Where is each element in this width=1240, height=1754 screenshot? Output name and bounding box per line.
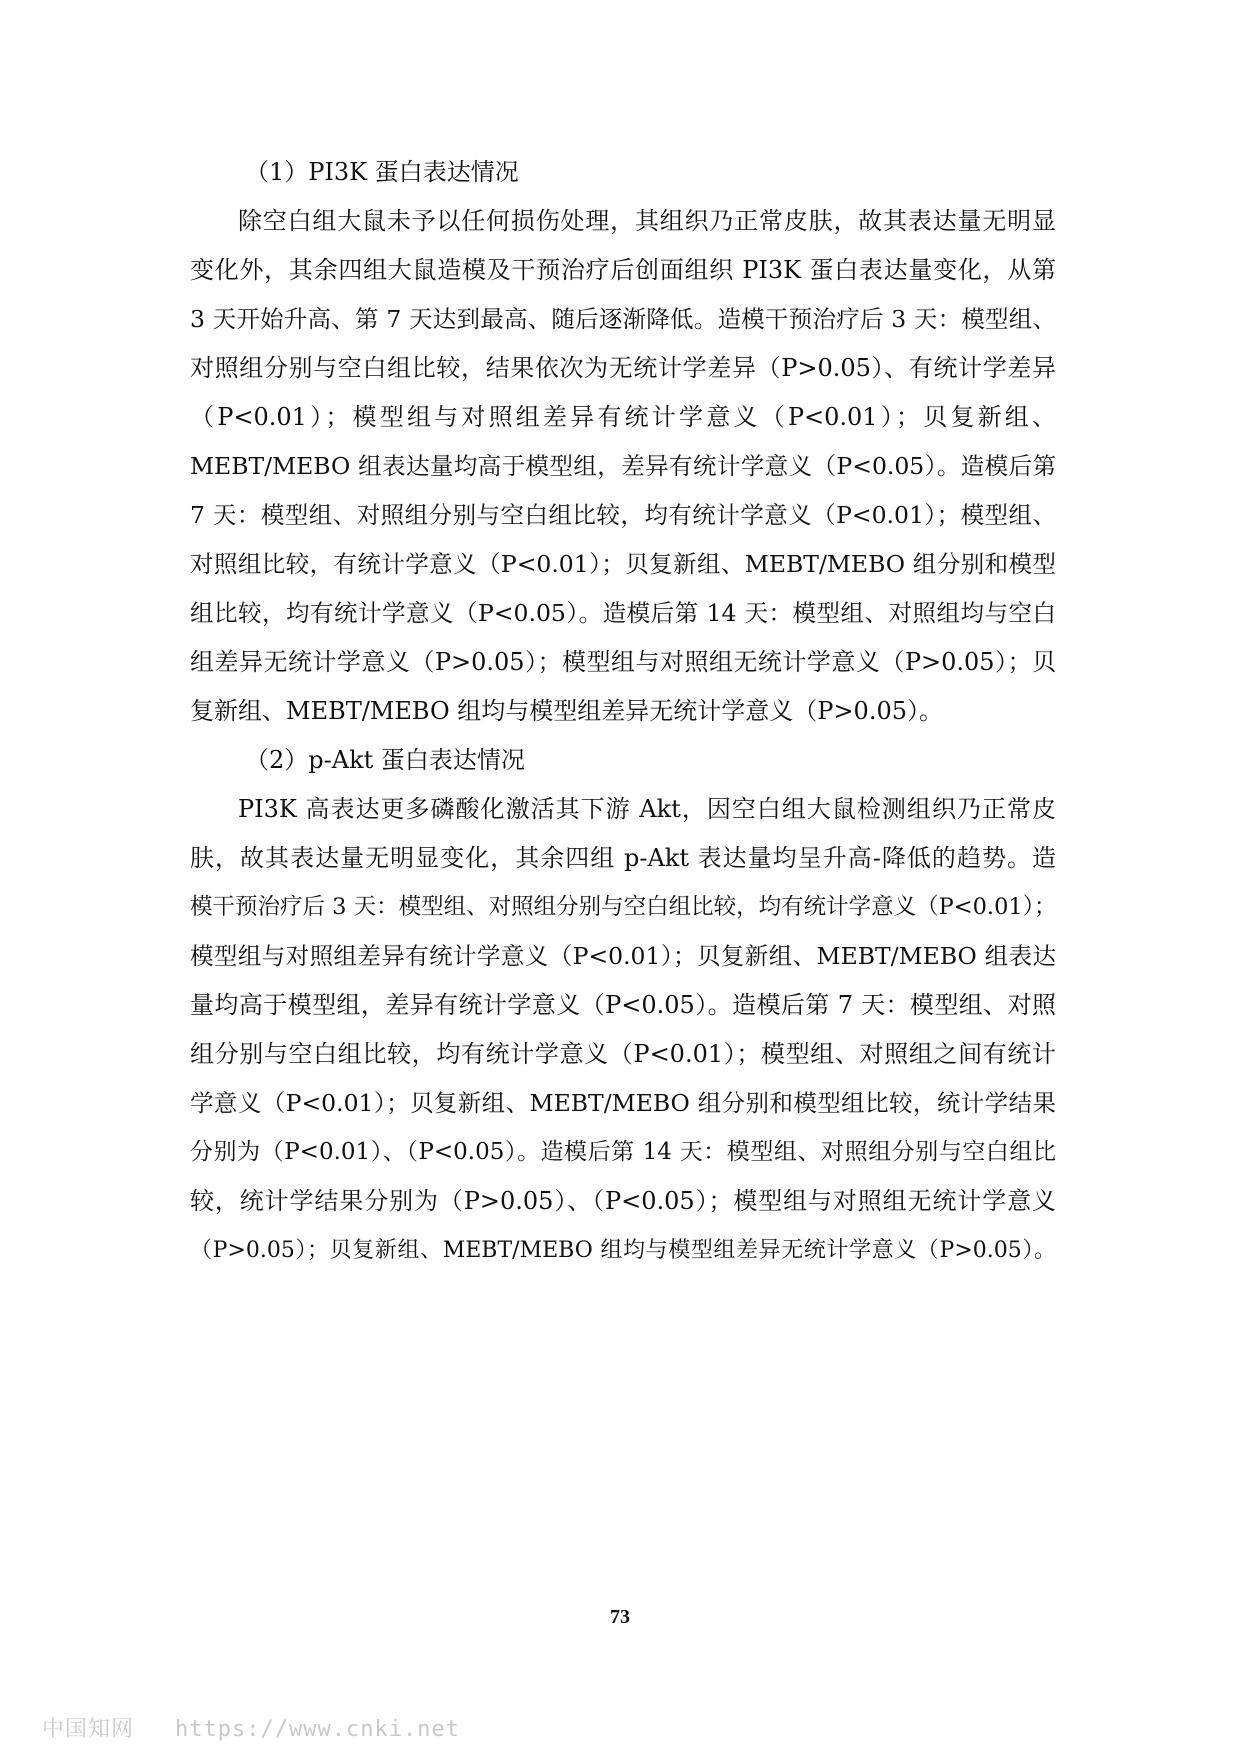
paragraph-line: 模型组与对照组差异有统计学意义（P<0.01）；贝复新组、MEBT/MEBO 组表达 — [190, 942, 1056, 970]
paragraph-line: （P<0.01）；模型组与对照组差异有统计学意义（P<0.01）；贝复新组、 — [190, 403, 1056, 431]
paragraph-line: （P>0.05）；贝复新组、MEBT/MEBO 组均与模型组差异无统计学意义（P>0.05）。 — [190, 1238, 1056, 1263]
paragraph-line: 对照组分别与空白组比较，结果依次为无统计学差异（P>0.05）、有统计学差异 — [190, 354, 1056, 382]
paragraph-line: 7 天：模型组、对照组分别与空白组比较，均有统计学意义（P<0.01）；模型组、 — [190, 501, 1056, 529]
watermark-brand: 中国知网 — [42, 1717, 135, 1742]
paragraph-line: 学意义（P<0.01）；贝复新组、MEBT/MEBO 组分别和模型组比较，统计学结果 — [190, 1089, 1056, 1117]
paragraph-line: PI3K 高表达更多磷酸化激活其下游 Akt，因空白组大鼠检测组织乃正常皮 — [238, 795, 1056, 823]
paragraph-line: 3 天开始升高、第 7 天达到最高、随后逐渐降低。造模干预治疗后 3 天：模型组、 — [190, 305, 1056, 333]
paragraph-p-akt — [190, 785, 1056, 1275]
paragraph-line: MEBT/MEBO 组表达量均高于模型组，差异有统计学意义（P<0.05）。造模后第 — [190, 452, 1056, 480]
paragraph-line: 组比较，均有统计学意义（P<0.05）。造模后第 14 天：模型组、对照组均与空白 — [190, 599, 1056, 627]
page-number: 73 — [610, 1606, 630, 1628]
paragraph-line: 变化外，其余四组大鼠造模及干预治疗后创面组织 PI3K 蛋白表达量变化，从第 — [190, 256, 1056, 284]
watermark — [42, 1712, 460, 1743]
section-heading-pi3k: （1）PI3K 蛋白表达情况 — [245, 158, 519, 186]
paragraph-line: 除空白组大鼠未予以任何损伤处理，其组织乃正常皮肤，故其表达量无明显 — [238, 207, 1056, 235]
watermark-url: https://www.cnki.net — [175, 1717, 460, 1742]
paragraph-line: 对照组比较，有统计学意义（P<0.01）；贝复新组、MEBT/MEBO 组分别和模型 — [190, 550, 1056, 578]
paragraph-line: 复新组、MEBT/MEBO 组均与模型组差异无统计学意义（P>0.05）。 — [190, 697, 943, 725]
paragraph-line: 组差异无统计学意义（P>0.05）；模型组与对照组无统计学意义（P>0.05）；贝 — [190, 648, 1056, 676]
paragraph-line: 量均高于模型组，差异有统计学意义（P<0.05）。造模后第 7 天：模型组、对照 — [190, 991, 1056, 1019]
paragraph-line: 较，统计学结果分别为（P>0.05）、（P<0.05）；模型组与对照组无统计学意义 — [190, 1187, 1056, 1215]
section-heading-p-akt: （2）p-Akt 蛋白表达情况 — [245, 746, 525, 774]
paragraph-line: 组分别与空白组比较，均有统计学意义（P<0.01）；模型组、对照组之间有统计 — [190, 1040, 1056, 1068]
paragraph-line: 模干预治疗后 3 天：模型组、对照组分别与空白组比较，均有统计学意义（P<0.01）； — [190, 894, 1056, 920]
body-text — [190, 148, 1056, 1275]
paragraph-line: 分别为（P<0.01）、（P<0.05）。造模后第 14 天：模型组、对照组分别与空白组比 — [190, 1139, 1056, 1165]
paragraph-line: 肤，故其表达量无明显变化，其余四组 p-Akt 表达量均呈升高-降低的趋势。造 — [190, 844, 1056, 872]
paragraph-pi3k — [190, 197, 1056, 736]
